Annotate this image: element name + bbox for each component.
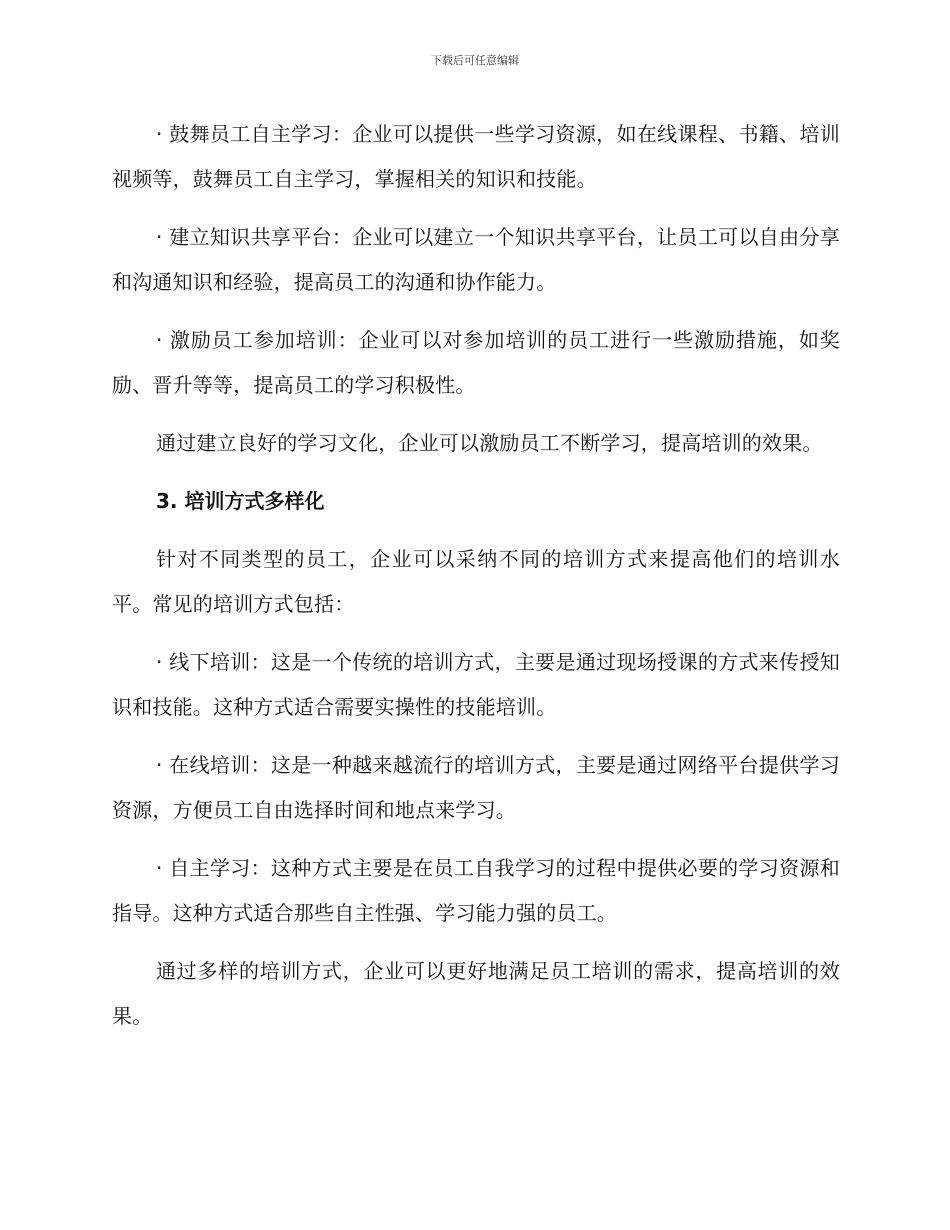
paragraph-learning-culture-summary: 通过建立良好的学习文化，企业可以激励员工不断学习，提高培训的效果。	[156, 431, 823, 455]
paragraph-self-study: · 自主学习：这种方式主要是在员工自我学习的过程中提供必要的学习资源和指导。这种方式适合那些自主性强、学习能力强的员工。	[112, 856, 840, 925]
paragraph-online-training: · 在线培训：这是一种越来越流行的培训方式，主要是通过网络平台提供学习资源，方便员工自由选择时间和地点来学习。	[112, 753, 840, 822]
paragraph-training-incentives: · 激励员工参加培训：企业可以对参加培训的员工进行一些激励措施，如奖励、晋升等等，提高员工的学习积极性。	[112, 328, 840, 397]
document-body	[112, 112, 840, 1052]
paragraph-training-methods-intro: 针对不同类型的员工，企业可以采纳不同的培训方式来提高他们的培训水平。常见的培训方式包括：	[112, 547, 840, 616]
paragraph-methods-summary: 通过多样的培训方式，企业可以更好地满足员工培训的需求，提高培训的效果。	[112, 959, 840, 1028]
page-header: 下载后可任意编辑	[431, 54, 519, 67]
paragraph-knowledge-sharing: · 建立知识共享平台：企业可以建立一个知识共享平台，让员工可以自由分享和沟通知识和经验，提高员工的沟通和协作能力。	[112, 225, 840, 294]
section-heading: 3. 培训方式多样化	[156, 489, 325, 513]
paragraph-offline-training: · 线下培训：这是一个传统的培训方式，主要是通过现场授课的方式来传授知识和技能。这种方式适合需要实操性的技能培训。	[112, 650, 840, 719]
paragraph-encourage-self-learning: · 鼓舞员工自主学习：企业可以提供一些学习资源，如在线课程、书籍、培训视频等，鼓舞员工自主学习，掌握相关的知识和技能。	[112, 122, 840, 191]
